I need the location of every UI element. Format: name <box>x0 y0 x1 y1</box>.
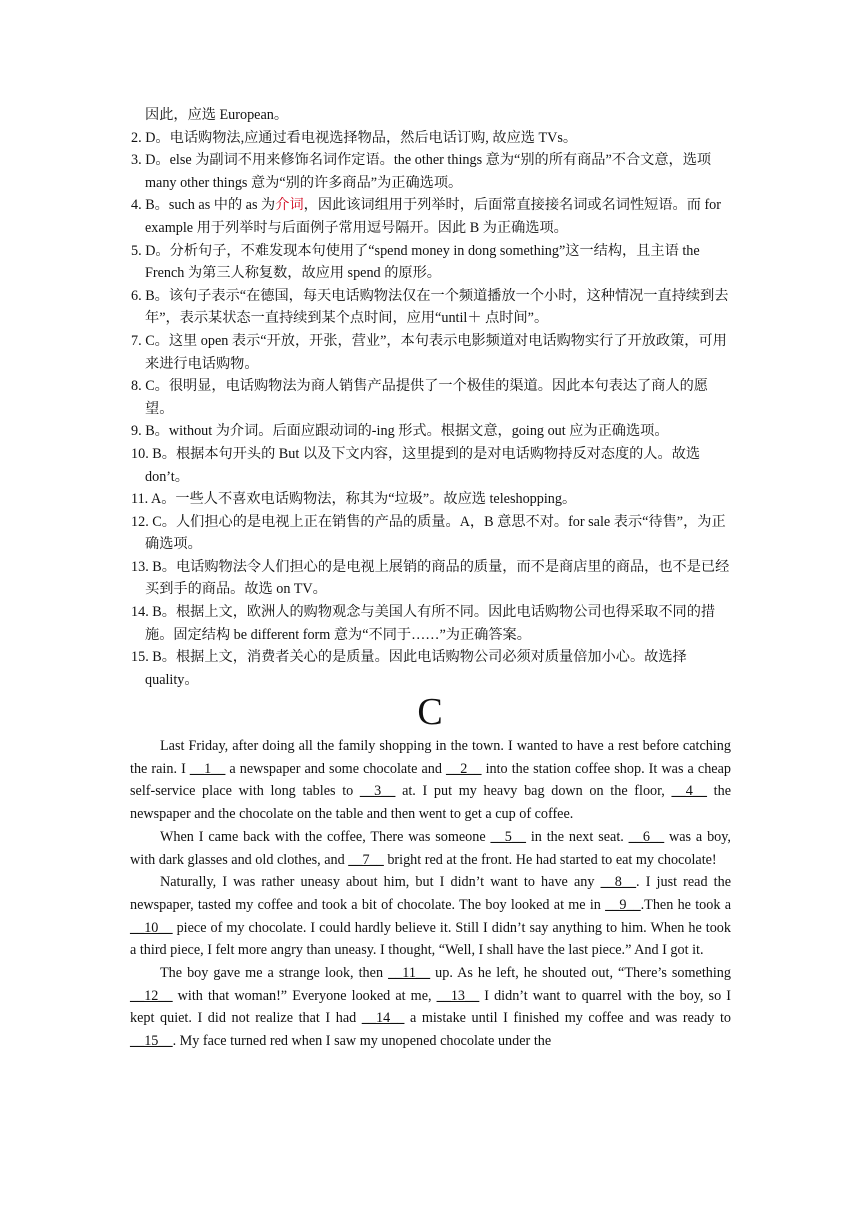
answer-number: 7. C。 <box>131 332 169 349</box>
answer-text: 人们担心的是电视上正在销售的产品的质量。A，B 意思不对。for sale 表示“待售”，为正确选项。 <box>145 513 726 553</box>
answer-text: 因此，应选 European。 <box>145 107 289 123</box>
answer-item <box>131 646 731 691</box>
answer-explanations <box>131 104 731 691</box>
answer-text: 分析句子，不难发现本句使用了“spend money in dong something”这一结构，且主语 the French 为第三人称复数，故应用 spend 的原形。 <box>145 242 700 282</box>
answer-number: 5. D。 <box>131 242 170 259</box>
passage-text: When I came back with the coffee, There was someone <box>160 828 491 845</box>
cloze-passage <box>130 735 731 1053</box>
answer-text: such as 中的 as 为 <box>168 197 276 214</box>
cloze-blank: __15__ <box>130 1033 173 1050</box>
answer-text: ，因此该词组用于列举时，后面常直接接名词或名词性短语。而 for example 用于列举时与后面例子常用逗号隔开。因此 B 为正确选项。 <box>145 197 721 236</box>
answer-text: 电话购物法,应通过看电视选择物品，然后电话订购, 故应选 TVs。 <box>169 129 578 146</box>
passage-paragraph <box>130 962 731 1053</box>
passage-paragraph <box>130 826 731 871</box>
answer-item <box>131 240 731 285</box>
answer-number: 11. A。 <box>131 491 176 508</box>
passage-text: Naturally, I was rather uneasy about him, but I didn’t want to have any <box>160 874 601 891</box>
passage-text: The boy gave me a strange look, then <box>160 965 389 982</box>
answer-item <box>131 420 731 443</box>
passage-paragraph <box>130 871 731 962</box>
passage-text: Last Friday, after doing all the family shopping in the town. I wanted to have a rest before catching the rain. I <box>130 738 731 777</box>
answer-item <box>131 194 731 239</box>
answer-text: 一些人不喜欢电话购物法，称其为“垃圾”。故应选 teleshopping。 <box>175 491 577 508</box>
highlighted-term: 介词 <box>275 197 304 214</box>
answer-text: 电话购物法令人们担心的是电视上展销的商品的质量，而不是商店里的商品，也不是已经买到手的商品。故选 on TV。 <box>145 558 730 598</box>
answer-text: 根据本句开头的 But 以及下文内容，这里提到的是对电话购物持反对态度的人。故选 don’t。 <box>145 445 701 485</box>
cloze-blank: __4__ <box>671 783 707 800</box>
answer-number: 15. B。 <box>131 649 176 666</box>
answer-text: 该句子表示“在德国，每天电话购物法仅在一个频道播放一个小时，这种情况一直持续到去年”，表示某状态一直持续到某个点时间，应用“until＋ 点时间”。 <box>145 287 729 327</box>
cloze-blank: __5__ <box>490 828 526 845</box>
passage-text: bright red at the front. He had started to eat my chocolate! <box>383 851 717 868</box>
answer-item <box>131 127 731 150</box>
passage-text: a mistake until I finished my coffee and was ready to <box>404 1010 731 1027</box>
answer-number: 3. D。 <box>131 152 170 169</box>
cloze-blank: __6__ <box>628 828 665 845</box>
answer-text: 根据上文，消费者关心的是质量。因此电话购物公司必须对质量倍加小心。故选择 quality。 <box>145 649 687 688</box>
passage-text: the newspaper and the chocolate on the table and then went to get a cup of coffee. <box>130 783 731 823</box>
answer-number: 2. D。 <box>131 129 170 146</box>
answer-text: 这里 open 表示“开放，开张，营业”，本句表示电影频道对电话购物实行了开放政策，可用来进行电话购物。 <box>145 332 727 372</box>
passage-text: . I just read the newspaper, tasted my coffee and took a bit of chocolate. The boy looked at me in <box>130 874 731 913</box>
answer-number: 10. B。 <box>131 445 176 462</box>
cloze-blank: __9__ <box>605 896 641 913</box>
passage-text: . My face turned red when I saw my unopened chocolate under the <box>172 1033 552 1050</box>
cloze-blank: __7__ <box>348 851 384 868</box>
answer-item <box>131 443 731 488</box>
passage-text: at. I put my heavy bag down on the floor, <box>395 783 672 800</box>
answer-item <box>131 285 731 330</box>
section-title: C <box>417 691 443 733</box>
cloze-blank: __1__ <box>189 760 226 777</box>
answer-number: 9. B。 <box>131 423 169 440</box>
passage-text: was a boy, with dark glasses and old clothes, and <box>130 828 731 868</box>
answer-number: 8. C。 <box>131 378 169 395</box>
answer-item <box>131 601 731 646</box>
answer-number: 12. C。 <box>131 513 176 530</box>
answer-item <box>131 556 731 601</box>
cloze-blank: __2__ <box>446 760 482 777</box>
cloze-blank: __12__ <box>130 987 173 1004</box>
passage-paragraph <box>130 735 731 826</box>
answer-item <box>131 149 731 194</box>
passage-text: in the next seat. <box>525 828 629 845</box>
passage-text: up. As he left, he shouted out, “There’s something <box>430 965 731 982</box>
answer-item <box>131 488 731 511</box>
passage-text: into the station coffee shop. It was a cheap self-service place with long tables to <box>130 760 731 800</box>
answer-item <box>131 104 731 127</box>
answer-item <box>131 375 731 420</box>
answer-number: 14. B。 <box>131 604 176 621</box>
answer-item <box>131 511 731 556</box>
passage-text: I didn’t want to quarrel with the boy, so I kept quiet. I did not realize that I had <box>130 987 731 1027</box>
cloze-blank: __13__ <box>436 987 480 1004</box>
cloze-blank: __8__ <box>600 874 637 891</box>
answer-text: else 为副词不用来修饰名词作定语。the other things 意为“别的所有商品”不合文意，选项 many other things 意为“别的许多商品”为正确选项。 <box>145 152 712 191</box>
passage-text: .Then he took a <box>640 896 732 913</box>
cloze-blank: __14__ <box>361 1010 405 1027</box>
passage-text: a newspaper and some chocolate and <box>225 760 447 777</box>
answer-text: 很明显，电话购物法为商人销售产品提供了一个极佳的渠道。因此本句表达了商人的愿望。 <box>145 378 708 417</box>
answer-number: 6. B。 <box>131 287 169 304</box>
answer-text: without 为介词。后面应跟动词的-ing 形式。根据文意，going out 应为正确选项。 <box>168 423 669 440</box>
passage-text: with that woman!” Everyone looked at me, <box>172 987 437 1004</box>
passage-text: piece of my chocolate. I could hardly believe it. Still I didn’t say anything to him. When he took a third piece, I felt more angry than uneasy. I thought, “Well, I shall have the last piece.” And I got it. <box>130 919 731 959</box>
answer-item <box>131 330 731 375</box>
answer-number: 4. B。 <box>131 197 169 214</box>
cloze-blank: __10__ <box>130 919 173 936</box>
cloze-blank: __11__ <box>388 965 431 982</box>
answer-number: 13. B。 <box>131 558 176 575</box>
answer-text: 根据上文，欧洲人的购物观念与美国人有所不同。因此电话购物公司也得采取不同的措施。固定结构 be different form 意为“不同于……”为正确答案。 <box>145 604 716 643</box>
cloze-blank: __3__ <box>359 783 396 800</box>
